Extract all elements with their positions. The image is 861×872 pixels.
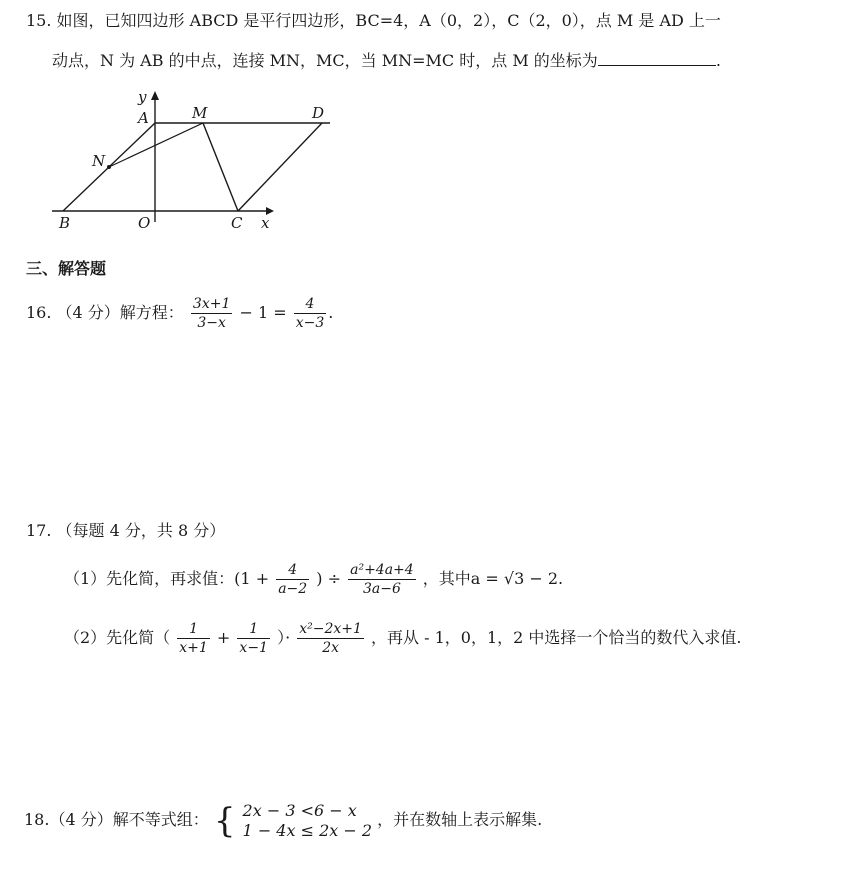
q15-number: 15. — [26, 11, 52, 30]
q16-middle: − 1 = — [239, 303, 287, 322]
q16-frac2-num: 4 — [294, 295, 327, 314]
q17-header: 17. （每题 4 分，共 8 分） — [26, 521, 226, 540]
q16-prefix: 16. （4 分）解方程： — [26, 303, 184, 322]
q18 — [24, 798, 542, 842]
q17-p1-fraction-1 — [276, 561, 309, 598]
q17-part1 — [64, 558, 563, 600]
q15-text1: 如图，已知四边形 ABCD 是平行四边形，BC=4，A（0，2），C（2，0），点 M 是 AD 上一 — [56, 11, 721, 30]
label-o: O — [138, 214, 151, 232]
label-m: M — [192, 104, 208, 122]
inequality-system — [243, 801, 373, 841]
q15-line2 — [52, 48, 721, 71]
q17-p1-fraction-2 — [348, 561, 416, 598]
q15-line1 — [26, 8, 721, 31]
q17-p2-fraction-2 — [237, 620, 270, 657]
inequality-1: 2x − 3 <6 − x — [242, 800, 357, 820]
q16 — [26, 293, 333, 333]
inequality-2: 1 − 4x ≤ 2x − 2 — [242, 820, 373, 840]
label-y: y — [138, 88, 147, 106]
q17-p1-frac2-den: 3a−6 — [362, 581, 401, 597]
q17-p1-frac1-den: a−2 — [278, 581, 308, 597]
q17-p2-plus: + — [216, 628, 231, 647]
label-n: N — [92, 152, 106, 170]
q16-fraction-2 — [294, 295, 327, 332]
point-n-dot — [107, 165, 111, 169]
label-b: B — [59, 214, 71, 232]
q16-frac1-den: 3−x — [197, 315, 226, 331]
q17-p2-frac1-den: x+1 — [179, 640, 208, 656]
q17-p2-frac3-den: 2x — [322, 640, 339, 656]
parallelogram-figure — [0, 82, 330, 242]
q17-p1-prefix: （1）先化简，再求值：(1 + — [64, 569, 270, 588]
system-brace: { — [213, 800, 236, 841]
y-axis-arrow — [151, 91, 159, 100]
q17-p2-fraction-1 — [177, 620, 210, 657]
label-a: A — [138, 109, 149, 127]
q17-p2-suffix: ，再从 - 1，0，1，2 中选择一个恰当的数代入求值. — [371, 628, 742, 647]
q17-p1-suffix: ，其中a = √3 − 2. — [422, 569, 564, 588]
q17-p1-frac1-num: 4 — [276, 561, 309, 580]
section-title: 三、解答题 — [26, 259, 107, 278]
q17-p2-frac3-num: x²−2x+1 — [299, 621, 362, 637]
q15-text2: 动点，N 为 AB 的中点，连接 MN，MC，当 MN=MC 时，点 M 的坐标为 — [52, 51, 598, 70]
label-d: D — [312, 104, 325, 122]
side-dc — [238, 123, 322, 211]
label-c: C — [231, 214, 243, 232]
q16-frac1-num: 3x+1 — [192, 296, 231, 312]
segment-mn — [109, 123, 203, 167]
q16-end: . — [328, 303, 334, 322]
q17-p2-frac2-den: x−1 — [239, 640, 268, 656]
q17-p1-mid: ) ÷ — [316, 569, 342, 588]
q17-p2-frac2-num: 1 — [237, 620, 270, 639]
q17-p1-frac2-num: a²+4a+4 — [350, 562, 414, 578]
segment-mc — [203, 123, 238, 211]
q15-line2-end: . — [715, 51, 721, 70]
q17-p2-frac1-num: 1 — [177, 620, 210, 639]
q16-fraction-1 — [191, 295, 232, 332]
q16-frac2-den: x−3 — [295, 315, 325, 331]
label-x: x — [261, 214, 270, 232]
q17-part2 — [64, 616, 742, 660]
answer-blank[interactable] — [598, 51, 716, 66]
q17-p2-prefix: （2）先化简（ — [64, 628, 171, 647]
q18-prefix: 18.（4 分）解不等式组： — [24, 810, 209, 829]
q17-p2-mid: ）· — [277, 628, 291, 647]
q18-suffix: ，并在数轴上表示解集. — [377, 810, 543, 829]
q17-p2-fraction-3 — [297, 620, 364, 657]
